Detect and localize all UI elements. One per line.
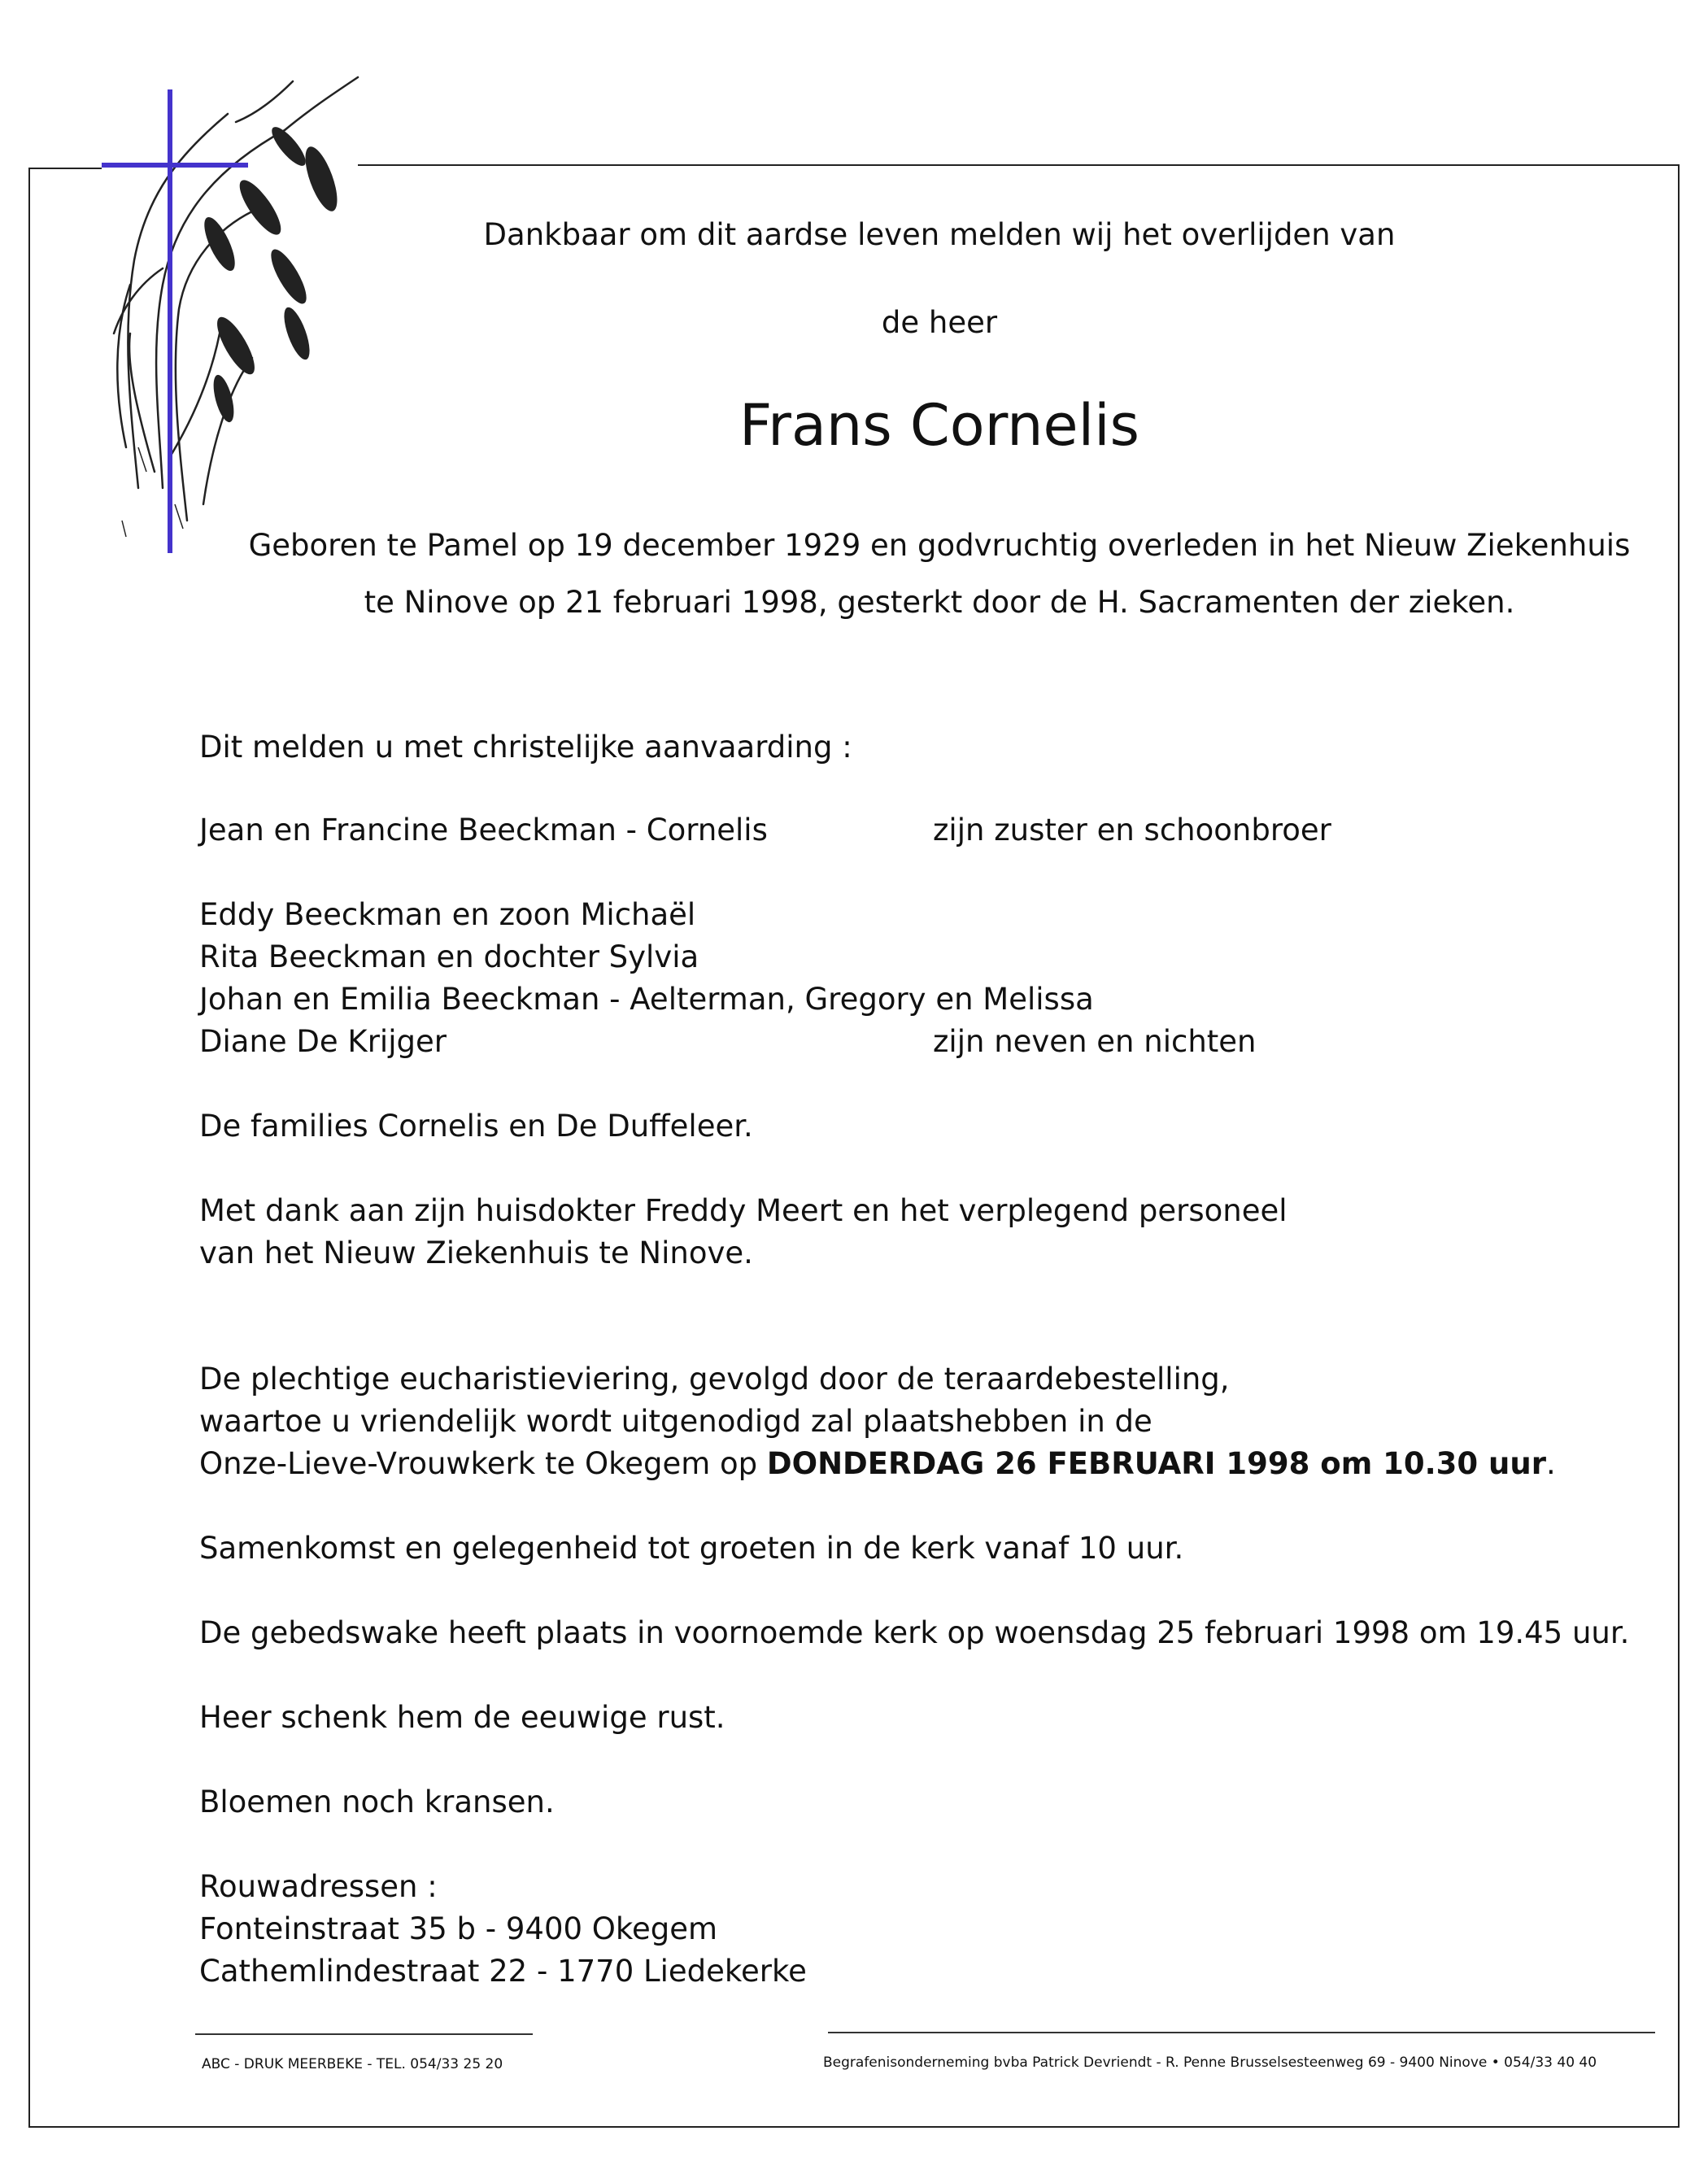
relative-relation: zijn neven en nichten — [933, 1024, 1257, 1059]
families-text: De families Cornelis en De Duffeleer. — [199, 1109, 753, 1144]
relative-names: Jean en Francine Beeckman - Cornelis — [199, 813, 768, 848]
deceased-name: Frans Cornelis — [739, 392, 1139, 459]
relative-names: Diane De Krijger — [199, 1024, 447, 1059]
service-line-3 — [199, 1446, 1556, 1481]
service-line-1: De plechtige eucharistieviering, gevolgd door de teraardebestelling, — [199, 1362, 1230, 1397]
birth-death-line-1: Geboren te Pamel op 19 december 1929 en godvruchtig overleden in het Nieuw Ziekenhuis — [248, 528, 1631, 563]
flowers-text: Bloemen noch kransen. — [199, 1784, 555, 1819]
border-left — [28, 168, 30, 2128]
title-prefix: de heer — [881, 305, 998, 340]
printer-credit: ABC - DRUK MEERBEKE - TEL. 054/33 25 20 — [202, 2056, 503, 2072]
thanks-line-1: Met dank aan zijn huisdokter Freddy Meert en het verplegend personeel — [199, 1193, 1288, 1228]
footer-rule-left — [195, 2033, 533, 2035]
gathering-text: Samenkomst en gelegenheid tot groeten in de kerk vanaf 10 uur. — [199, 1531, 1184, 1566]
address-line: Fonteinstraat 35 b - 9400 Okegem — [199, 1911, 718, 1946]
service-punctuation: . — [1545, 1446, 1556, 1481]
prayer-text: Heer schenk hem de eeuwige rust. — [199, 1700, 725, 1735]
relative-names: Eddy Beeckman en zoon Michaël — [199, 897, 696, 932]
thanks-line-2: van het Nieuw Ziekenhuis te Ninove. — [199, 1235, 753, 1270]
announcement-text: Dit melden u met christelijke aanvaarding : — [199, 730, 852, 765]
relative-names: Rita Beeckman en dochter Sylvia — [199, 939, 699, 974]
border-bottom — [28, 2126, 1680, 2128]
wake-text: De gebedswake heeft plaats in voornoemde kerk op woensdag 25 februari 1998 om 19.45 uur. — [199, 1615, 1630, 1650]
relative-relation: zijn zuster en schoonbroer — [933, 813, 1331, 848]
service-church: Onze-Lieve-Vrouwkerk te Okegem op — [199, 1446, 767, 1481]
service-line-2: waartoe u vriendelijk wordt uitgenodigd zal plaatshebben in de — [199, 1404, 1152, 1439]
intro-text: Dankbaar om dit aardse leven melden wij het overlijden van — [483, 217, 1396, 252]
border-top-right — [358, 164, 1680, 166]
addresses-label: Rouwadressen : — [199, 1869, 438, 1904]
footer-rule-right — [828, 2032, 1655, 2033]
address-line: Cathemlindestraat 22 - 1770 Liedekerke — [199, 1954, 807, 1989]
relative-names: Johan en Emilia Beeckman - Aelterman, Gregory en Melissa — [199, 982, 1094, 1017]
border-right — [1678, 164, 1680, 2128]
undertaker-credit: Begrafenisonderneming bvba Patrick Devriendt - R. Penne Brusselsesteenweg 69 - 9400 Ninove • 054/33 40 40 — [823, 2055, 1597, 2071]
birth-death-line-2: te Ninove op 21 februari 1998, gesterkt door de H. Sacramenten der zieken. — [364, 585, 1515, 620]
service-date: DONDERDAG 26 FEBRUARI 1998 om 10.30 uur — [766, 1446, 1546, 1481]
